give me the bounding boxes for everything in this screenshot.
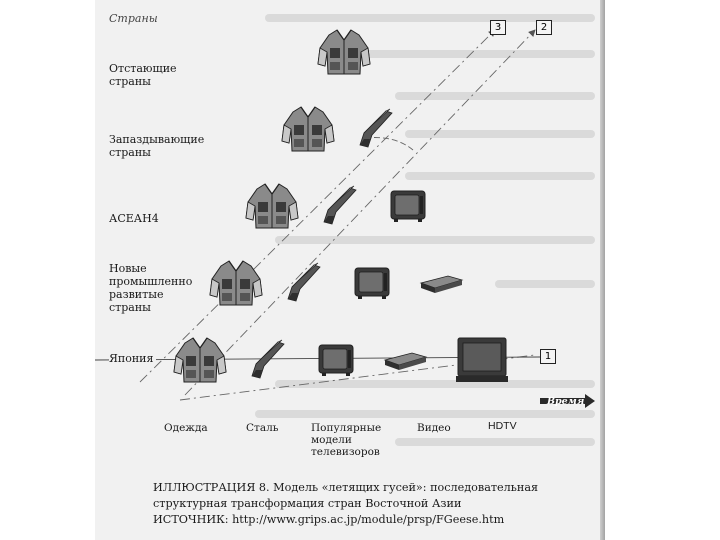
jacket-icon	[282, 107, 334, 151]
caption-line-2: структурная трансформация стран Восточной Азии	[153, 497, 462, 510]
row-label-laggards: Отстающие страны	[109, 62, 177, 88]
trend-arc	[365, 138, 413, 151]
marker-3: 3	[490, 20, 506, 35]
hdtv-icon	[456, 338, 508, 382]
jacket-icon	[210, 261, 262, 305]
steel-beam-icon	[288, 263, 320, 301]
steel-beam-icon	[324, 186, 356, 224]
trend-line-3	[140, 30, 495, 382]
marker-1: 1	[540, 349, 556, 364]
row-label-asean: АСЕАН4	[109, 212, 159, 225]
tv-icon	[355, 268, 389, 299]
caption-source: ИСТОЧНИК: http://www.grips.ac.jp/module/prsp/FGeese.htm	[153, 513, 505, 526]
caption-line-1: ИЛЛЮСТРАЦИЯ 8. Модель «летящих гусей»: последовательная	[153, 481, 539, 494]
col-label-steel: Сталь	[246, 422, 279, 434]
row-label-latecomers: Запаздывающие страны	[109, 133, 205, 159]
tv-icon	[319, 345, 353, 376]
vcr-icon	[385, 353, 426, 370]
tv-icon	[391, 191, 425, 222]
col-label-video: Видео	[417, 422, 451, 434]
col-label-popular-tv: Популярные модели телевизоров	[311, 422, 382, 458]
time-label: Время	[547, 396, 585, 407]
y-axis-label: Страны	[109, 12, 158, 25]
col-label-clothing: Одежда	[164, 422, 208, 434]
marker-2: 2	[536, 20, 552, 35]
jacket-icon	[246, 184, 298, 228]
row-label-nics: Новые промышленно развитые страны	[109, 262, 193, 314]
jacket-icon	[318, 30, 370, 74]
row-label-japan: Япония	[109, 352, 156, 365]
time-arrow	[540, 394, 595, 408]
col-label-hdtv: HDTV	[488, 420, 517, 432]
icon-grid	[174, 30, 508, 382]
steel-beam-icon	[360, 109, 392, 147]
vcr-icon	[421, 276, 462, 293]
jacket-icon	[174, 338, 226, 382]
book-page	[95, 0, 605, 540]
